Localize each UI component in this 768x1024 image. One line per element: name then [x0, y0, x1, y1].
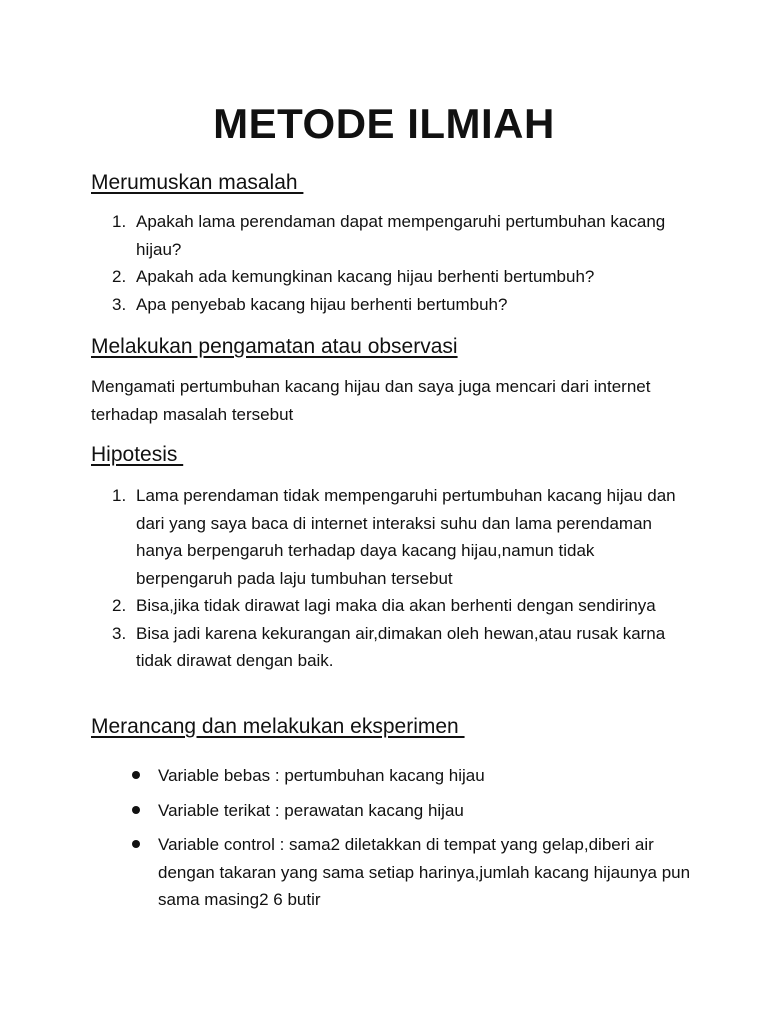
list-item: Variable control : sama2 diletakkan di tempat yang gelap,diberi air dengan takaran yang sama setiap harinya,jumlah kacang hijaunya pun sama masing2 6 butir: [91, 831, 691, 914]
heading-merumuskan-masalah: Merumuskan masalah: [91, 171, 304, 194]
bullet-icon: [132, 840, 140, 848]
list-item: Variable bebas : pertumbuhan kacang hijau: [91, 762, 691, 790]
bullet-icon: [132, 806, 140, 814]
document-title: METODE ILMIAH: [213, 100, 555, 147]
list-item: 1. Apakah lama perendaman dapat mempengaruhi pertumbuhan kacang hijau?: [112, 212, 666, 259]
list-hipotesis: [91, 482, 681, 675]
paragraph-observasi: Mengamati pertumbuhan kacang hijau dan saya juga mencari dari internet terhadap masalah tersebut: [91, 377, 651, 424]
list-eksperimen: [91, 762, 691, 921]
list-item: 2. Apakah ada kemungkinan kacang hijau berhenti bertumbuh?: [112, 267, 595, 286]
list-item: 3. Bisa jadi karena kekurangan air,dimakan oleh hewan,atau rusak karna tidak dirawat dengan baik.: [112, 623, 666, 670]
list-masalah: [91, 208, 681, 318]
bullet-icon: [132, 771, 140, 779]
heading-hipotesis: Hipotesis: [91, 443, 184, 466]
list-item: 3. Apa penyebab kacang hijau berhenti bertumbuh?: [112, 294, 508, 314]
list-item: 2. Bisa,jika tidak dirawat lagi maka dia akan berhenti dengan sendirinya: [112, 596, 656, 615]
list-item: 1. Lama perendaman tidak mempengaruhi pertumbuhan kacang hijau dan dari yang saya baca di internet interaksi suhu dan lama perendaman hanya berpengaruh terhadap daya kacang hijau,namun tidak berpengaruh pada laju tumbuhan tersebut: [112, 486, 676, 588]
list-item: Variable terikat : perawatan kacang hijau: [91, 797, 691, 825]
heading-eksperimen: Merancang dan melakukan eksperimen: [91, 715, 465, 738]
heading-observasi: Melakukan pengamatan atau observasi: [91, 335, 458, 358]
